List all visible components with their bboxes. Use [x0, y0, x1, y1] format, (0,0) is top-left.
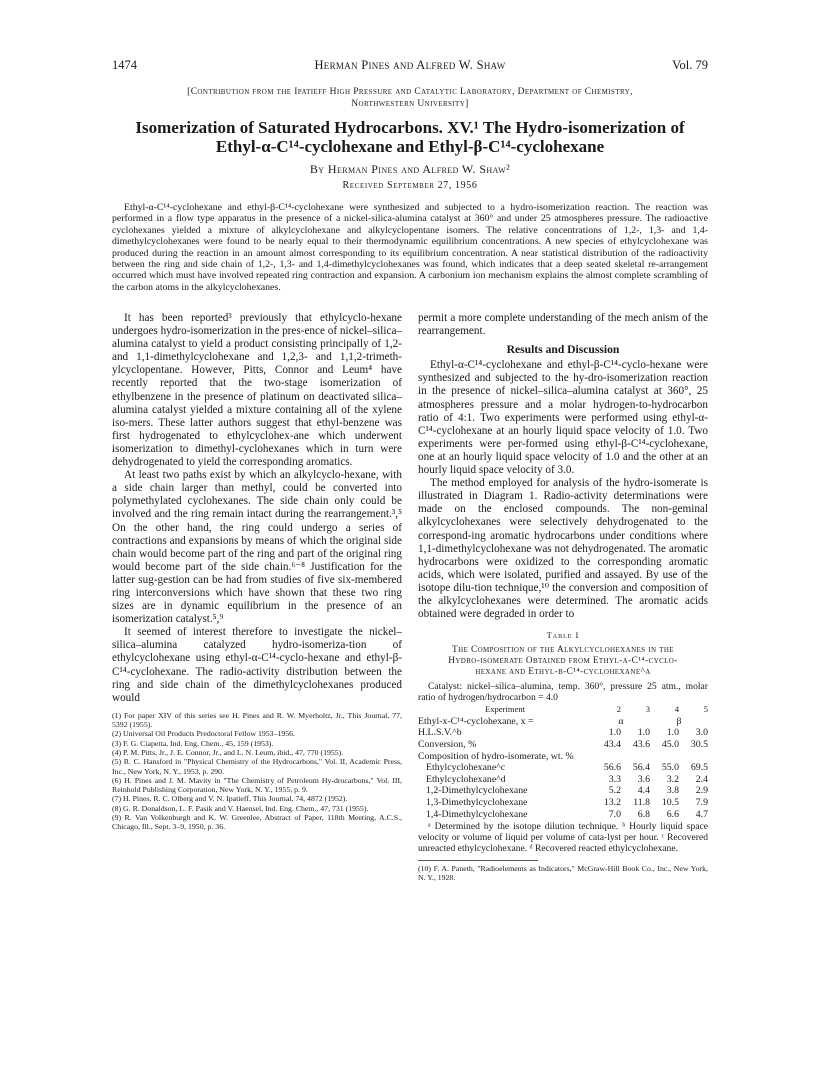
row-label: 1,3-Dimethylcyclohexane [426, 797, 528, 808]
table-cell: 2.4 [695, 773, 708, 785]
table-row [418, 809, 708, 821]
volume-number: Vol. 79 [672, 58, 708, 72]
table-cell: 3.6 [637, 773, 650, 785]
table-cell [621, 751, 650, 763]
footnote-9: (9) R. Van Volkenburgh and K. W. Greenlee, Abstract of Paper, 118th Meeting, A.C.S., Chicago, Ill., Sept. 3–9, 1950, p. 36. [112, 813, 402, 832]
footnote-3: (3) F. G. Ciapetta, Ind. Eng. Chem., 45, 159 (1953). [112, 738, 274, 748]
running-head [112, 58, 708, 74]
article-title [112, 118, 708, 156]
body-paragraph: The method employed for analysis of the hydro-isomerate is illustrated in Diagram 1. Radio-activity determinations were made on the enclosed compounds. The non-geminal alkylcyclohexanes were selectively dehydrogenated to the correspond-ing aromatic hydrocarbons under conditions where 1,1-dimethylcyclohexane was not dehydrogenated. The aromatic hydrocarbons were oxidized to the corresponding aromatic acids, which were isolated, purified and assayed. By use of the isotope dilu-tion technique,¹⁰ the conversion and composition of the alkylcyclohexanes were determined. The aromatic acids obtained were degraded in order to [418, 477, 708, 621]
table-cell: 1.0 [637, 727, 650, 739]
footnotes [112, 711, 402, 832]
row-label: Composition of hydro-isomerate, wt. % [418, 750, 574, 762]
section-heading: Results and Discussion [506, 343, 620, 357]
table-cell: 1.0 [608, 727, 621, 739]
table-row [418, 727, 708, 739]
table-row [418, 774, 708, 786]
footnote-4: (4) P. M. Pitts, Jr., J. E. Connor, Jr., and L. N. Leum, ibid., 47, 770 (1955). [112, 748, 344, 757]
footnote-8: (8) G. R. Donaldson, L. F. Pasik and V. Haensel, Ind. Eng. Chem., 47, 731 (1955). [112, 803, 369, 813]
table-cell: 45.0 [661, 739, 679, 751]
table-cell: 4.7 [695, 808, 708, 820]
table-caption [418, 645, 708, 678]
experiment-number: 5 [703, 704, 708, 715]
table-header-row [418, 704, 708, 716]
contribution-line-1: [Contribution from the Ipatieff High Pressure and Catalytic Laboratory, Department of Chemistry, [187, 87, 633, 97]
contribution-line [112, 86, 708, 110]
title-line-1: Isomerization of Saturated Hydrocarbons. XV.¹ The Hydro-isomerization of [135, 118, 685, 137]
table-cell: 56.4 [632, 762, 650, 774]
footnote-2: (2) Universal Oil Products Predoctoral Fellow 1953–1956. [112, 729, 295, 739]
x-value-alpha: α [618, 715, 624, 727]
table-notes: ᵃ Determined by the isotope dilution technique. ᵇ Hourly liquid space velocity or volume of liquid per volume of cata-lyst per hour. ᶜ Recovered unreacted ethylcyclohexane. ᵈ Recovered reacted ethylcyclohexane. [418, 821, 708, 855]
table-cell: 5.2 [608, 785, 621, 797]
table-row [418, 751, 708, 763]
composition-table [418, 704, 708, 820]
table-cell: 43.6 [632, 739, 650, 751]
table-cell: 11.8 [633, 797, 650, 808]
footnote-10: (10) F. A. Paneth, "Radioelements as Indicators," McGraw-Hill Book Co., Inc., New York, N. Y., 1928. [418, 864, 708, 883]
table-row [418, 797, 708, 809]
row-label: Ethyl-x-C¹⁴-cyclohexane, x = [418, 715, 534, 727]
table-cell: 2.9 [695, 785, 708, 797]
experiment-number: 4 [674, 704, 679, 715]
table-cell: 7.9 [695, 797, 708, 808]
table-conditions: Catalyst: nickel–silica–alumina, temp. 360°, pressure 25 atm., molar ratio of hydrogen/hydrocarbon = 4.0 [418, 681, 708, 704]
abstract: Ethyl-α-C¹⁴-cyclohexane and ethyl-β-C¹⁴-cyclohexane were synthesized and subjected to a hydro-isomerization reaction. The reaction was performed in a flow type apparatus in the presence of a nickel-silica-alumina catalyst at 360° and under 25 atmospheres pressure. The radioactive cyclohexanes yielded a mixture of alkylcyclohexane and alkylcyclopentane isomers. The relative concentrations of 1,2-, 1,3- and 1,4-dimethylcyclohexanes were found to be nearly equal to their thermodynamic equilibrium concentrations. A new species of ethylcyclohexane was produced during the reaction in an amount almost corresponding to its equilibrium concentration. A near statistical distribution of the radioactivity between the ring and side chain of 1,2-, 1,3- and 1,4-dimethylcyclohexanes was found, which indicates that a deep seated skeletal re-arrangement occurred which must have involved repeated ring contraction and expansion. A carbonium ion mechanism explains the almost complete scrambling of the carbon atoms in the alkylcyclohexanes. [112, 202, 708, 293]
table-cell: 1.0 [666, 727, 679, 739]
body-paragraph: Ethyl-α-C¹⁴-cyclohexane and ethyl-β-C¹⁴-cyclo-hexane were synthesized and subjected to the hy-dro-isomerization reaction in the presence of nickel–silica–alumina catalyst at 360°, 25 atmospheres pressure and a molar hydrogen-to-hydrocarbon ratio of 4:1. Two experiments were performed using ethyl-α-C¹⁴-cyclohexane at an hourly liquid space velocity of 1.0. Two experiments were per-formed using ethyl-β-C¹⁴-cyclohexane, one at an hourly liquid space velocity of 1.0 and the other at an hourly liquid space velocity of 3.0. [418, 359, 708, 477]
row-label: Ethylcyclohexane^c [426, 762, 506, 774]
table-caption-line: The Composition of the Alkylcyclohexanes in the [452, 645, 674, 656]
row-label: 1,4-Dimethylcyclohexane [426, 808, 528, 820]
table-cell [650, 751, 679, 763]
table-cell: 56.6 [603, 762, 621, 774]
table-cell: 6.8 [637, 808, 650, 820]
x-value-beta: β [676, 715, 682, 727]
table-row [418, 785, 708, 797]
row-label: H.L.S.V.^b [418, 727, 462, 739]
table-cell: 3.2 [666, 773, 679, 785]
footnote-7: (7) H. Pines, R. C. Olberg and V. N. Ipatieff, This Journal, 74, 4872 (1952). [112, 794, 348, 804]
table-body [418, 727, 708, 820]
footnote-5: (5) R. C. Hansford in "Physical Chemistry of the Hydrocarbons," Vol. II, Academic Press, Inc., New York, N. Y., 1953, p. 290. [112, 757, 402, 776]
byline: By Herman Pines and Alfred W. Shaw² [309, 162, 511, 176]
received-date: Received September 27, 1956 [342, 180, 478, 191]
footnote-rule [418, 860, 538, 861]
table-cell: 55.0 [661, 762, 679, 774]
experiment-number: 3 [645, 704, 650, 715]
table-caption-line: Hydro-isomerate Obtained from Ethyl-α-C¹⁴-cyclo- [448, 656, 678, 667]
body-paragraph-continued: permit a more complete understanding of the mech anism of the rearrangement. [418, 312, 708, 338]
footnote-1: (1) For paper XIV of this series see H. Pines and R. W. Myerholtz, Jr., This Journal, 77, 5392 (1955). [112, 710, 402, 730]
table-cell: 10.5 [661, 797, 679, 808]
body-paragraph: At least two paths exist by which an alkylcyclo-hexane, with a side chain larger than methyl, could be converted into polymethylated cyclohexanes. The side chain only could be involved and the ring remain intact during the rearrangement.³,⁵ On the other hand, the ring could undergo a series of contractions and expansions by means of which the original side chain would become part of the ring and part of the original ring would become part of the side chain.⁶⁻⁸ Justification for the latter sug-gestion can be had from studies of five six-membered ring interconversions which have shown that these two ring sizes are in dynamic equilibrium in the presence of an isomerization catalyst.⁵,⁹ [112, 469, 402, 626]
experiment-label: Experiment [484, 704, 526, 715]
table-cell: 3.8 [666, 785, 679, 797]
row-label: Ethylcyclohexane^d [426, 773, 506, 785]
contribution-line-2: Northwestern University] [351, 99, 469, 109]
title-line-2: Ethyl-α-C¹⁴-cyclohexane and Ethyl-β-C¹⁴-cyclohexane [215, 137, 605, 156]
body-paragraph: It has been reported³ previously that ethylcyclo-hexane undergoes hydro-isomerization in the pres-ence of nickel–silica–alumina catalyst to yield a product consisting principally of 1,2- and 1,1-dimethylcyclohexane and 1,2,3- and 1,1,2-trimeth-ylcyclopentane. However, Pitts, Connor and Leum⁴ have recently reported that the two-stage isomerization of ethylbenzene in the presence of platinum on deactivated silica–alumina catalyst yielded a mixture containing all of the xylene iso-mers. These latter authors suggest that ethyl-benzene was first hydrogenated to ethylcyclohex-ane which underwent isomerization to dimethyl-cyclohexanes which in turn were dehydrogenated to yield the corresponding aromatics. [112, 312, 402, 469]
table-cell: 6.6 [666, 808, 679, 820]
table-cell: 69.5 [690, 762, 708, 774]
left-column [112, 312, 402, 832]
running-authors: Herman Pines and Alfred W. Shaw [314, 58, 506, 72]
table-row [418, 762, 708, 774]
table-cell: 30.5 [690, 739, 708, 751]
row-label: Conversion, % [418, 739, 477, 751]
table-cell: 13.2 [603, 797, 621, 808]
experiment-number: 2 [616, 704, 621, 715]
table-cell: 3.0 [695, 727, 708, 739]
table-cell: 43.4 [603, 739, 621, 751]
row-label: 1,2-Dimethylcyclohexane [426, 785, 528, 797]
table-row [418, 739, 708, 751]
table-cell: 3.3 [608, 773, 621, 785]
page-number: 1474 [112, 58, 137, 72]
table-cell: 4.4 [637, 785, 650, 797]
table-cell [679, 751, 708, 763]
table-caption-line: hexane and Ethyl-β-C¹⁴-cyclohexane^a [475, 667, 651, 678]
table-cell: 7.0 [608, 808, 621, 820]
table-row [418, 716, 708, 728]
table-label: Table I [546, 630, 580, 641]
footnote-6: (6) H. Pines and J. M. Mavity in "The Chemistry of Petroleum Hy-drocarbons," Vol. III, Reinhold Publishing Corporation, New York, N. Y., 1955, p. 9. [112, 775, 402, 795]
table-cell [592, 751, 621, 763]
right-column [418, 312, 708, 883]
body-paragraph: It seemed of interest therefore to investigate the nickel–silica–alumina catalyzed hydro-isomeriza-tion of ethylcyclohexane using ethyl-α-C¹⁴-cyclo-hexane and ethyl-β-C¹⁴-cyclohexane. The radio-activity distribution between the ring and side chain of the dimethylcyclohexanes produced would [112, 626, 402, 704]
